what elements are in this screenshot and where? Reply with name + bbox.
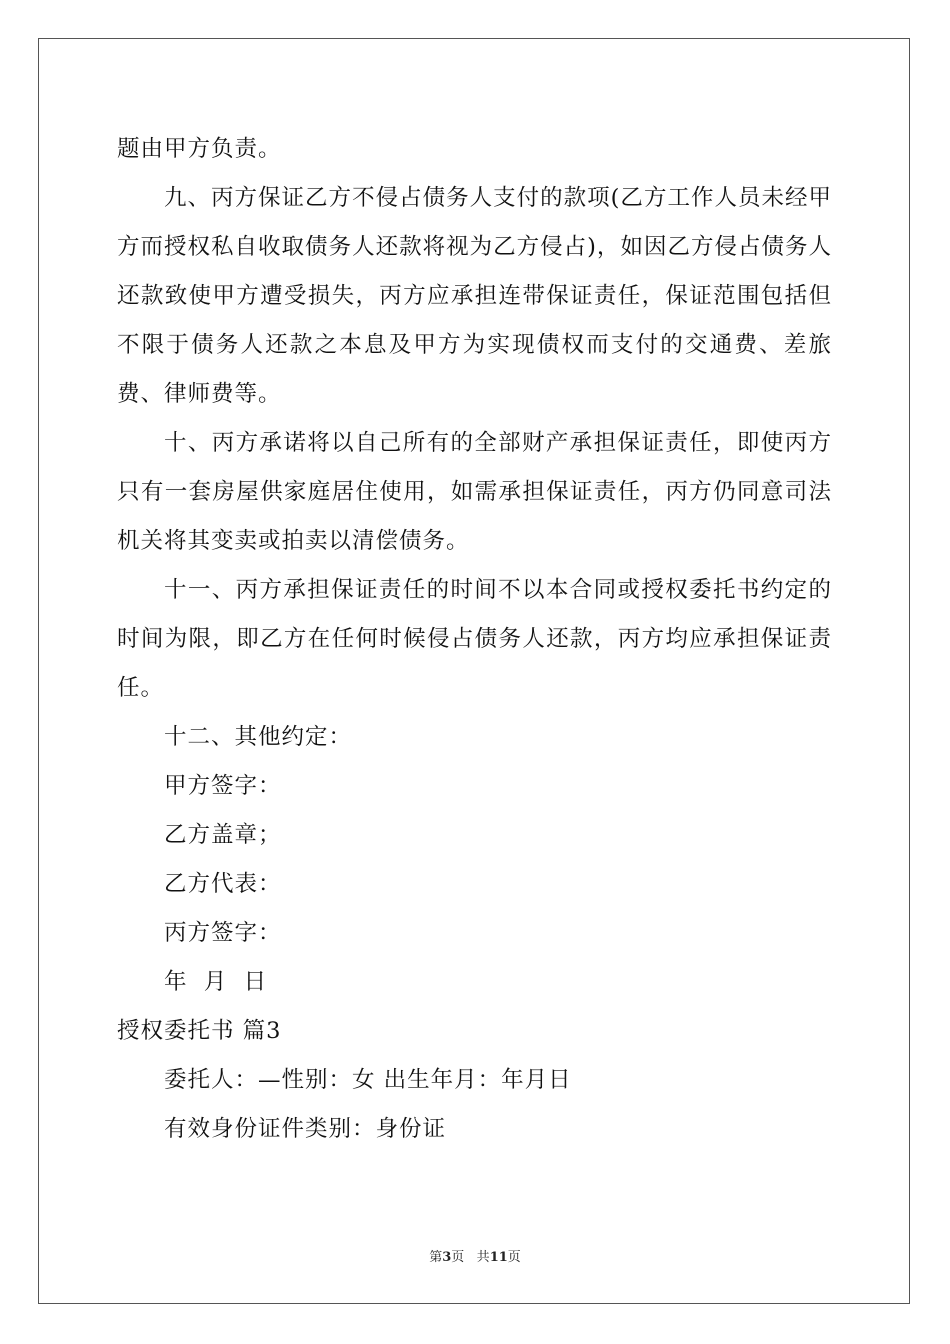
party-a-signature-line: 甲方签字： (164, 773, 282, 799)
footer-total-pages: 11 (489, 1250, 508, 1265)
party-c-signature-line: 丙方签字： (164, 920, 282, 946)
section-heading: 授权委托书 篇3 (117, 1018, 282, 1044)
paragraph-continuation: 题由甲方负责。 (117, 136, 282, 162)
party-b-representative-line: 乙方代表： (164, 871, 282, 897)
footer-page-suffix: 页 (451, 1250, 465, 1265)
footer-total-prefix: 共 (476, 1250, 490, 1265)
footer-total-suffix: 页 (507, 1250, 521, 1265)
party-b-seal-line: 乙方盖章； (164, 822, 282, 848)
id-type-line: 有效身份证件类别：身份证 (164, 1116, 447, 1142)
document-body (117, 125, 832, 1154)
footer-page-number: 3 (442, 1250, 452, 1265)
clause-ten: 十、丙方承诺将以自己所有的全部财产承担保证责任，即使丙方只有一套房屋供家庭居住使用，如需承担保证责任，丙方仍同意司法机关将其变卖或拍卖以清偿债务。 (117, 430, 832, 554)
date-line: 年 月 日 (164, 969, 268, 995)
page-footer (0, 1246, 950, 1265)
clause-twelve: 十二、其他约定： (164, 724, 353, 750)
principal-info-line: 委托人：—性别：女 出生年月：年月日 (164, 1067, 572, 1093)
clause-nine: 九、丙方保证乙方不侵占债务人支付的款项(乙方工作人员未经甲方而授权私自收取债务人还款将视为乙方侵占)，如因乙方侵占债务人还款致使甲方遭受损失，丙方应承担连带保证责任，保证范围包括但不限于债务人还款之本息及甲方为实现债权而支付的交通费、差旅费、律师费等。 (117, 185, 832, 407)
footer-prefix: 第 (429, 1250, 443, 1265)
clause-eleven: 十一、丙方承担保证责任的时间不以本合同或授权委托书约定的时间为限，即乙方在任何时候侵占债务人还款，丙方均应承担保证责任。 (117, 577, 832, 701)
